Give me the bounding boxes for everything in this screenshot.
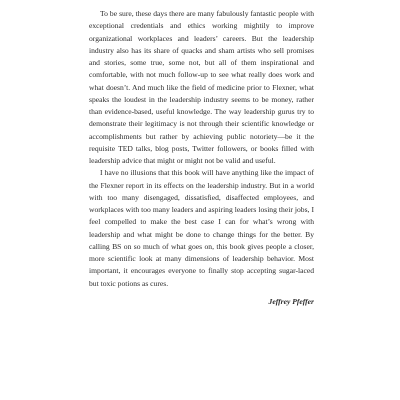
text-column [89,8,314,308]
paragraph-2: I have no illusions that this book will have anything like the impact of the Flexner report in its effects on the leadership industry. But in a world with too many disengaged, dissatisfied, disaffected employees, and workplaces with too many leaders and aspiring leaders losing their jobs, I feel compelled to make the best case I can for what’s wrong with leadership and what might be done to change things for the better. By calling BS on so much of what goes on, this book gives people a closer, more scientific look at many dimensions of leadership behavior. Most important, it encourages everyone to finally stop accepting sugar-laced but toxic potions as cures. [89,168,314,288]
paragraph-1: To be sure, these days there are many fabulously fantastic people with exceptional credentials and ethics working mightily to improve organizational workplaces and leaders’ careers. But the leadership industry also has its share of quacks and sham artists who sell promises and stories, some true, some not, but all of them inspirational and comfortable, with not much follow-up to see what really does work and what doesn’t. And much like the field of medicine prior to Flexner, what speaks the loudest in the leadership industry seems to be money, rather than evidence-based, useful knowledge. The way leadership gurus try to demonstrate their legitimacy is not through their scientific knowledge or accomplishments but rather by achieving public notoriety—be it the requisite TED talks, blog posts, Twitter followers, or books filled with leadership advice that might or might not be valid and useful. [89,9,314,165]
author-signature: Jeffrey Pfeffer [268,296,314,306]
